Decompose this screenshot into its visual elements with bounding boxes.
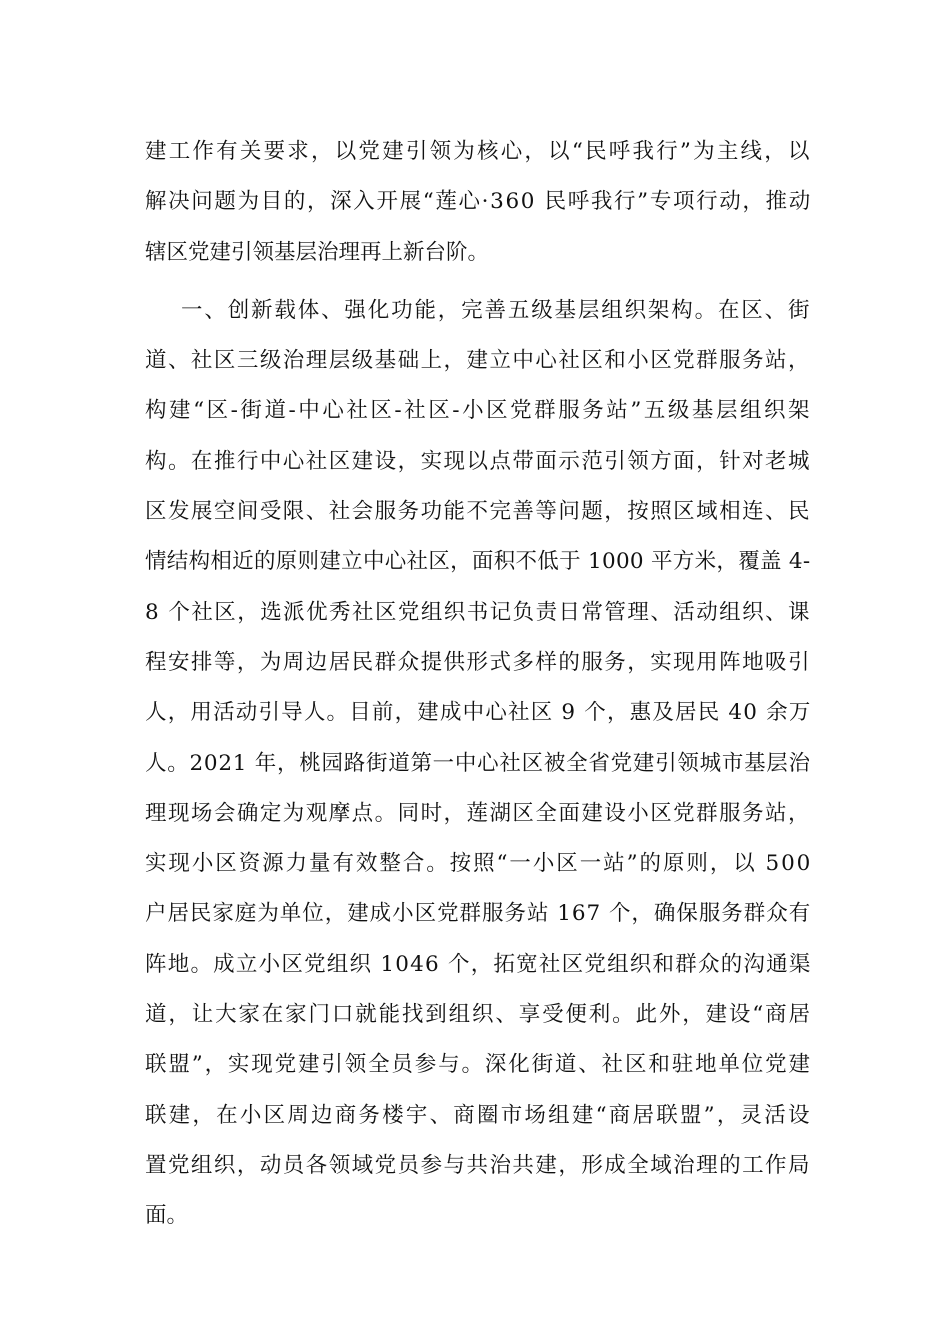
body-text [145, 127, 813, 1242]
text-line: 构建“区-街道-中心社区-社区-小区党群服务站”五级基层组织架 [145, 398, 813, 424]
text-line: 实现小区资源力量有效整合。按照“一小区一站”的原则，以 500 [145, 851, 813, 877]
paragraph-2-line-7 [145, 588, 810, 638]
text-line: 区发展空间受限、社会服务功能不完善等问题，按照区域相连、民 [145, 499, 811, 525]
paragraph-2-line-2 [145, 336, 810, 386]
paragraph-1-line-1 [145, 127, 810, 177]
text-line: 面。 [145, 1203, 189, 1229]
text-line: 解决问题为目的，深入开展“莲心·360 民呼我行”专项行动，推动 [145, 189, 812, 215]
paragraph-2-line-10 [145, 739, 810, 789]
text-line: 建工作有关要求，以党建引领为核心，以“民呼我行”为主线，以 [145, 139, 812, 164]
text-line: 道、社区三级治理层级基础上，建立中心社区和小区党群服务站， [145, 348, 811, 374]
paragraph-2-line-11 [145, 789, 810, 839]
paragraph-1-line-3 [145, 228, 810, 278]
paragraph-2-line-6 [145, 537, 810, 587]
paragraph-2-line-16 [145, 1040, 810, 1090]
text-line: 联建，在小区周边商务楼宇、商圈市场组建“商居联盟”，灵活设 [145, 1102, 812, 1128]
paragraph-2-line-15 [145, 990, 810, 1040]
text-line: 人，用活动引导人。目前，建成中心社区 9 个，惠及居民 40 余万 [145, 700, 812, 726]
text-line: 置党组织，动员各领域党员参与共治共建，形成全域治理的工作局 [145, 1152, 811, 1178]
text-line: 一、创新载体、强化功能，完善五级基层组织架构。在区、街 [181, 297, 812, 323]
paragraph-2-line-8 [145, 638, 810, 688]
text-line: 辖区党建引领基层治理再上新台阶。 [145, 239, 490, 265]
paragraph-2-line-14 [145, 940, 810, 990]
paragraph-2-line-17 [145, 1091, 810, 1141]
text-line: 构。在推行中心社区建设，实现以点带面示范引领方面，针对老城 [145, 448, 811, 474]
text-line: 户居民家庭为单位，建成小区党群服务站 167 个，确保服务群众有 [145, 901, 812, 927]
text-line: 阵地。成立小区党组织 1046 个，拓宽社区党组织和群众的沟通渠 [145, 951, 812, 977]
text-line: 程安排等，为周边居民群众提供形式多样的服务，实现用阵地吸引 [145, 649, 811, 675]
paragraph-2-line-18 [145, 1141, 810, 1191]
paragraph-2-line-19 [145, 1191, 810, 1241]
paragraph-2-line-12 [145, 839, 813, 889]
paragraph-2-line-13 [145, 889, 810, 939]
text-line: 人。2021 年，桃园路街道第一中心社区被全省党建引领城市基层治 [145, 750, 811, 776]
paragraph-2-line-9 [145, 688, 810, 738]
text-line: 情结构相近的原则建立中心社区，面积不低于 1000 平方米，覆盖 4- [145, 549, 811, 575]
text-line: 联盟”，实现党建引领全员参与。深化街道、社区和驻地单位党建 [145, 1052, 812, 1078]
paragraph-2-line-1 [145, 286, 810, 336]
paragraph-2-line-3 [145, 386, 813, 436]
paragraph-2-line-4 [145, 437, 810, 487]
paragraph-1-line-2 [145, 177, 810, 227]
paragraph-2-line-5 [145, 487, 810, 537]
text-line: 道，让大家在家门口就能找到组织、享受便利。此外，建设“商居 [145, 1002, 812, 1028]
text-line: 8 个社区，选派优秀社区党组织书记负责日常管理、活动组织、课 [145, 599, 811, 625]
text-line: 理现场会确定为观摩点。同时，莲湖区全面建设小区党群服务站， [145, 800, 811, 826]
